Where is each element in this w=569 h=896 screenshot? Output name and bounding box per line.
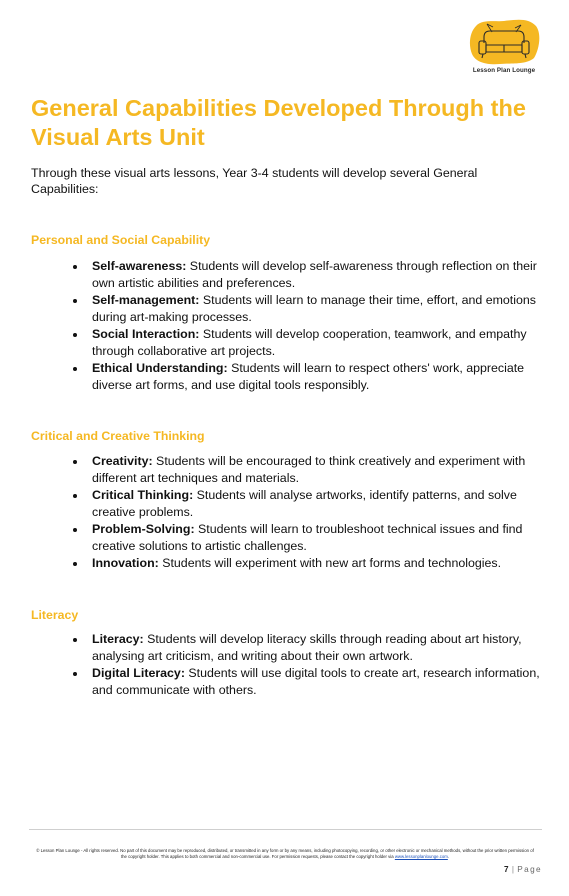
list-item [72,453,544,487]
bullet-icon [73,562,77,566]
bullet-icon [73,494,77,498]
item-term: Creativity: [92,454,153,468]
list-item [72,631,544,665]
item-term: Problem-Solving: [92,522,195,537]
page-separator: | [511,865,514,874]
item-text: Students will use digital tools to create art, research information, and communicate with others. [92,666,540,697]
item-text: Students will learn to respect others' work, appreciate diverse art forms, and use digital tools responsibly. [92,361,525,393]
item-term: Critical Thinking: [92,488,194,503]
bullet-icon [73,265,77,269]
item-term: Digital Literacy: [92,666,185,681]
item-text: Students will develop self-awareness through reflection on their own artistic abilities and preferences. [92,259,537,290]
bullet-icon [73,638,77,642]
footer-divider [29,829,542,830]
list-critical-creative [72,453,544,573]
link-suffix: . [447,853,450,859]
item-text: Students will develop cooperation, teamwork, and empathy through collaborative art projects. [92,327,527,358]
item-text: Students will learn to manage their time, effort, and emotions during art-making processes. [92,293,536,324]
copyright-notice [34,848,536,859]
intro-paragraph: Through these visual arts lessons, Year 3-4 students will develop several General Capabilities: [31,166,478,196]
copyright-text: © Lesson Plan Lounge - All rights reserved. No part of this document may be reproduced, distributed, or transmitted in any form or by any means, including photocopying, recording, or other electronic or mechanical methods, without the prior written permission of the copyright holder. This applies to both commercial and non-commercial use. For permission requests, please contact the copyright holder via [36,848,534,859]
bullet-icon [73,333,77,337]
list-item [72,665,544,699]
list-item [72,326,544,360]
item-term: Self-awareness: [92,259,187,273]
list-item [72,487,544,521]
bullet-icon [73,460,77,464]
website-link[interactable]: www.lessonplanlounge.com [394,853,448,859]
list-personal-social [72,258,544,394]
sofa-icon [466,18,542,66]
bullet-icon [73,299,77,303]
item-text: Students will analyse artworks, identify patterns, and solve creative problems. [92,488,517,519]
item-term: Ethical Understanding: [92,361,228,376]
page-label: Page [517,865,542,874]
section-heading-literacy: Literacy [31,608,79,622]
section-heading-personal-social: Personal and Social Capability [31,233,211,247]
list-item [72,292,544,326]
item-term: Innovation: [92,556,159,571]
bullet-icon [73,528,77,532]
brand-logo [466,18,542,80]
item-text: Students will develop literacy skills through reading about art history, analysing art criticism, and writing about their own artwork. [92,632,522,663]
list-item [72,555,544,572]
item-text: Students will experiment with new art forms and technologies. [158,556,502,571]
section-heading-critical-creative: Critical and Creative Thinking [31,429,205,443]
page-number-value: 7 [504,865,509,874]
bullet-icon [73,672,77,676]
list-item [72,258,544,292]
item-term: Literacy: [92,632,144,646]
list-item [72,521,544,555]
page-number [478,865,542,874]
item-term: Self-management: [92,293,200,308]
list-item [72,360,544,394]
item-term: Social Interaction: [92,327,200,342]
item-text: Students will learn to troubleshoot technical issues and find creative solutions to artistic challenges. [92,522,523,553]
bullet-icon [73,367,77,371]
page-title: General Capabilities Developed Through the Visual Arts Unit [31,95,526,150]
brand-name: Lesson Plan Lounge [472,67,536,74]
item-text: Students will be encouraged to think creatively and experiment with different art techniques and materials. [92,454,526,485]
list-literacy [72,631,544,699]
